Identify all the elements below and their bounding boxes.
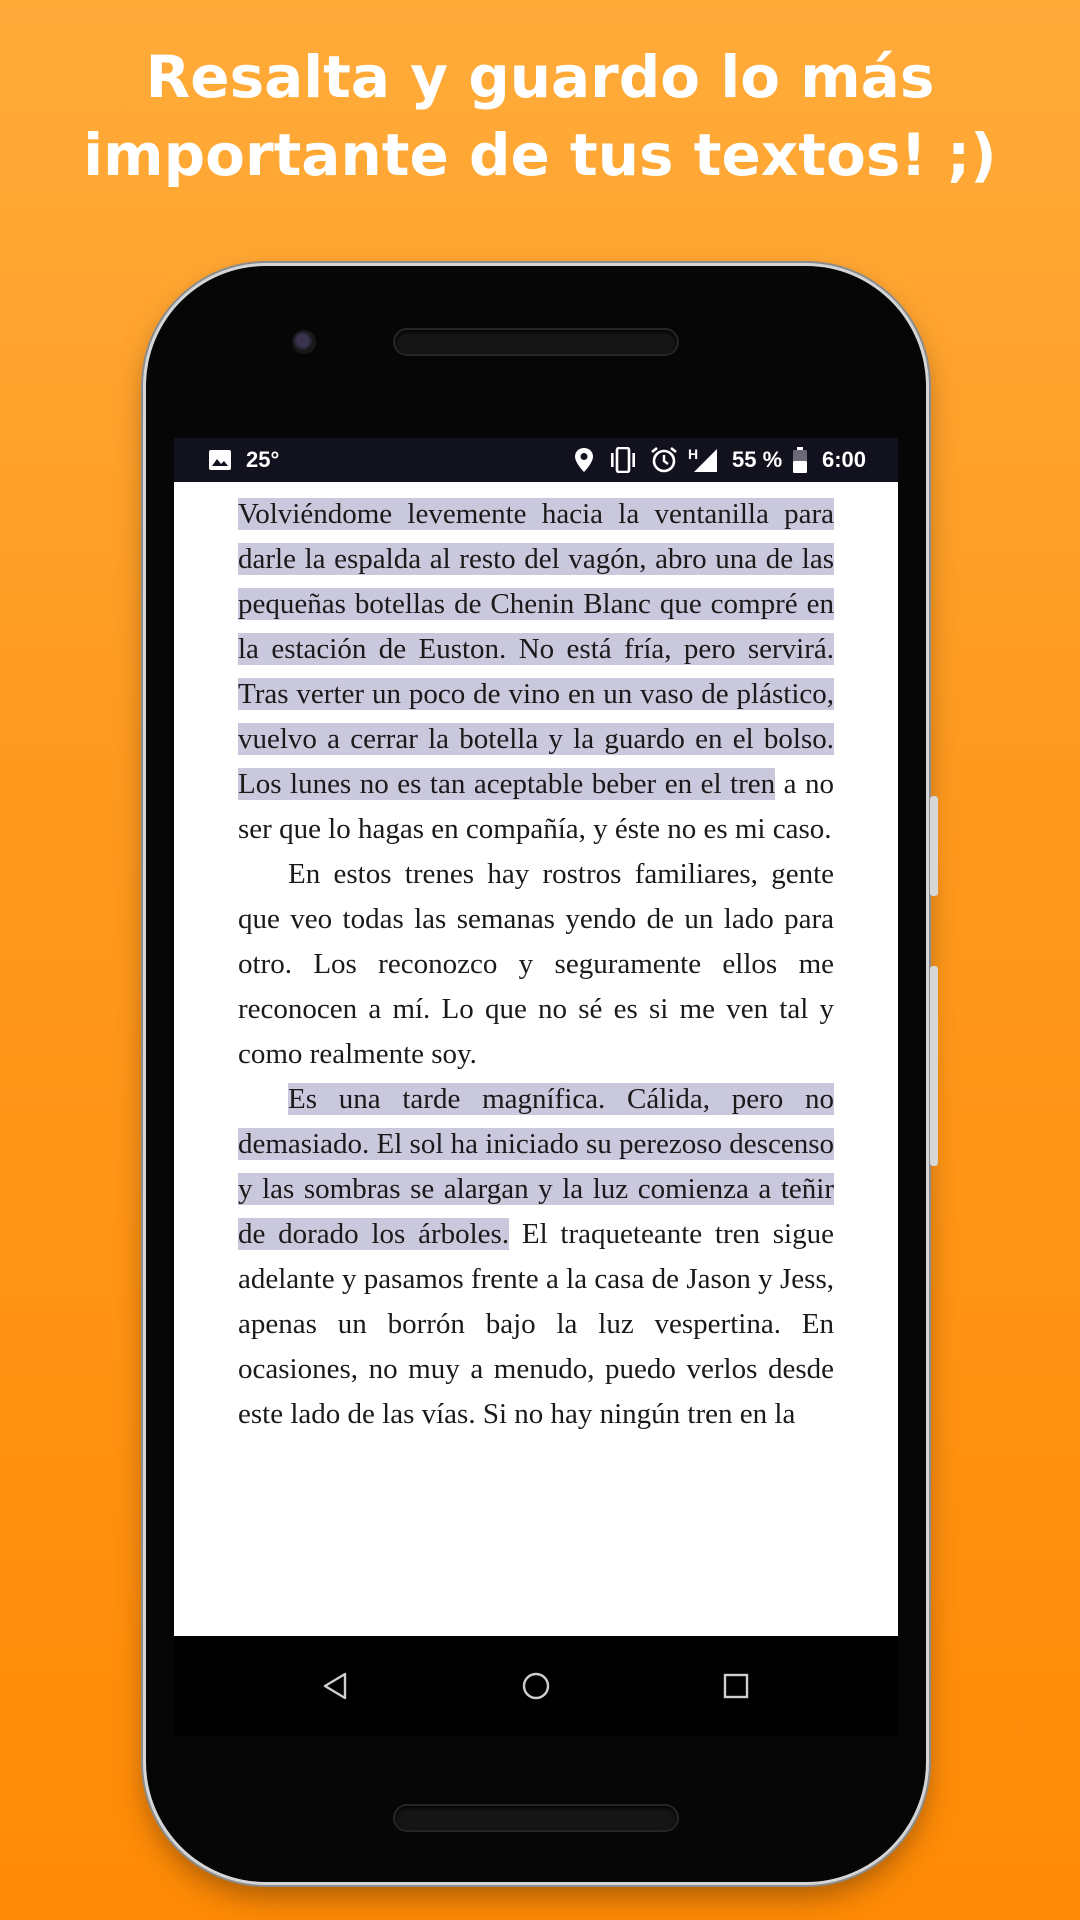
image-icon <box>208 438 232 482</box>
battery-icon <box>792 438 808 482</box>
paragraph-text: En estos trenes hay rostros familiares, gente que veo todas las semanas yendo de un lado para otro. Los reconozco y seguramente ellos me reconocen a mí. Lo que no sé es si me ven tal y como realmente soy. <box>238 858 834 1070</box>
promo-headline <box>0 38 1080 194</box>
power-button <box>930 796 938 896</box>
battery-percent: 55 % <box>732 447 783 472</box>
phone-screen <box>174 438 898 1636</box>
highlighted-passage[interactable]: Volviéndome levemente hacia la ventanilla para darle la espalda al resto del vagón, abro una de las pequeñas botellas de Chenin Blanc que compré en la estación de Euston. No está fría, pero servirá. Tras verter un poco de vino en un vaso de plástico, vuelvo a cerrar la botella y la guardo en el bolso. Los lunes no es tan aceptable beber en el tren <box>238 498 834 800</box>
paragraph-text: El traqueteante tren sigue adelante y pasamos frente a la casa de Jason y Jess, apenas un borrón bajo la luz vespertina. En ocasiones, no muy a menudo, puedo verlos desde este lado de las vías. Si no hay ningún tren en la <box>238 1218 834 1430</box>
headline-line-2: importante de tus textos! ;) <box>83 121 997 189</box>
paragraph-2[interactable] <box>238 852 834 1077</box>
recents-icon[interactable] <box>708 1658 764 1714</box>
temperature-label: 25° <box>246 447 280 472</box>
clock: 6:00 <box>822 447 867 472</box>
highlighted-passage[interactable]: Es una tarde magnífica. Cálida, pero no demasiado. El sol ha iniciado su perezoso descenso y las sombras se alargan y la luz comienza a teñir de dorado los árboles. <box>238 1083 834 1250</box>
network-type-label: H <box>688 446 699 462</box>
vibrate-icon <box>608 438 638 482</box>
navigation-bar <box>174 1636 898 1736</box>
back-icon[interactable] <box>308 1658 364 1714</box>
reader-text[interactable] <box>238 492 834 1437</box>
headline-line-1: Resalta y guardo lo más <box>145 43 935 111</box>
home-icon[interactable] <box>508 1658 564 1714</box>
status-bar <box>174 438 898 482</box>
front-camera <box>292 330 316 354</box>
volume-rocker <box>930 966 938 1166</box>
paragraph-text: a no ser que lo hagas en compañía, y éste no es mi caso. <box>238 768 835 845</box>
signal-icon <box>692 438 718 482</box>
alarm-icon <box>650 438 678 482</box>
phone-frame <box>146 266 926 1882</box>
location-icon <box>574 438 594 482</box>
earpiece-speaker <box>395 330 677 354</box>
bottom-speaker <box>395 1806 677 1830</box>
paragraph-3[interactable] <box>238 1077 834 1437</box>
paragraph-1[interactable] <box>238 492 834 852</box>
